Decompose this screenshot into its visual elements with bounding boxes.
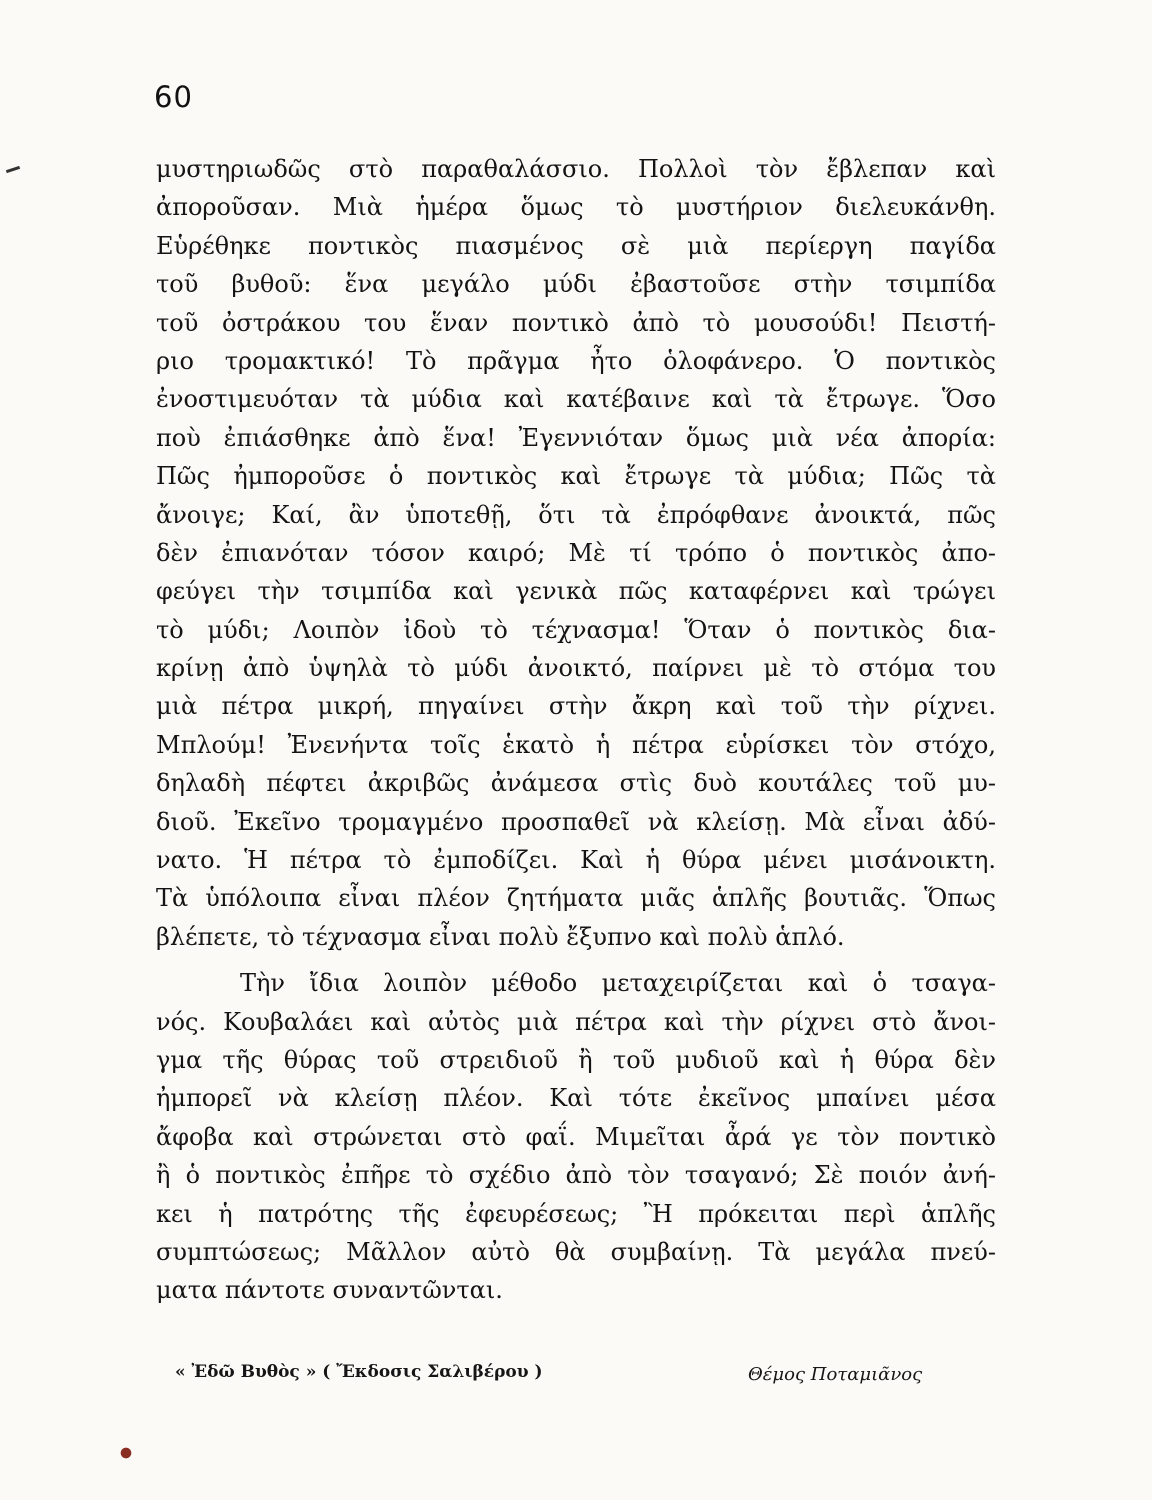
text-line: βλέπετε, τὸ τέχνασμα εἶναι πολὺ ἔξυπνο καὶ πολὺ ἁπλό. — [156, 922, 845, 951]
text-line: Τὰ ὑπόλοιπα εἶναι πλέον ζητήματα μιᾶς ἁπλῆς βουτιᾶς. Ὅπως — [156, 884, 996, 913]
paragraph-gap — [156, 956, 996, 964]
text-line: τοῦ ὀστράκου του ἕναν ποντικὸ ἀπὸ τὸ μουσούδι! Πειστή- — [156, 308, 996, 337]
ink-stain-mark — [116, 1446, 136, 1460]
text-line: ἄφοβα καὶ στρώνεται στὸ φαΐ. Μιμεῖται ἆρά γε τὸν ποντικὸ — [156, 1122, 996, 1151]
text-line: ριο τρομακτικό! Τὸ πρᾶγμα ἦτο ὁλοφάνερο. Ὁ ποντικὸς — [156, 346, 996, 375]
text-line: νατο. Ἡ πέτρα τὸ ἐμποδίζει. Καὶ ἡ θύρα μένει μισάνοικτη. — [156, 846, 996, 875]
text-line: Εὑρέθηκε ποντικὸς πιασμένος σὲ μιὰ περίεργη παγίδα — [156, 231, 996, 260]
text-line: τοῦ βυθοῦ: ἕνα μεγάλο μύδι ἐβαστοῦσε στὴν τσιμπίδα — [156, 270, 996, 299]
body-text — [156, 150, 996, 1310]
text-line: ποὺ ἐπιάσθηκε ἀπὸ ἕνα! Ἐγεννιόταν ὅμως μιὰ νέα ἀπορία: — [156, 423, 996, 452]
text-line: κρίνῃ ἀπὸ ὑψηλὰ τὸ μύδι ἀνοικτό, παίρνει μὲ τὸ στόμα του — [156, 654, 996, 683]
text-line: ἀποροῦσαν. Μιὰ ἡμέρα ὅμως τὸ μυστήριον διελευκάνθη. — [156, 193, 996, 222]
text-line: Πῶς ἠμποροῦσε ὁ ποντικὸς καὶ ἔτρωγε τὰ μύδια; Πῶς τὰ — [156, 462, 996, 491]
text-line: συμπτώσεως; Μᾶλλον αὐτὸ θὰ συμβαίνῃ. Τὰ μεγάλα πνεύ- — [156, 1237, 996, 1266]
text-line: ἠμπορεῖ νὰ κλείσῃ πλέον. Καὶ τότε ἐκεῖνος μπαίνει μέσα — [156, 1084, 996, 1113]
margin-pencil-mark — [6, 166, 20, 173]
text-line: κει ἡ πατρότης τῆς ἐφευρέσεως; Ἢ πρόκειται περὶ ἁπλῆς — [156, 1199, 996, 1228]
source-citation: « Ἐδῶ Βυθὸς » ( Ἔκδοσις Σαλιβέρου ) — [175, 1362, 543, 1382]
text-line: νός. Κουβαλάει καὶ αὐτὸς μιὰ πέτρα καὶ τὴν ρίχνει στὸ ἄνοι- — [156, 1007, 996, 1036]
text-line: Μπλούμ! Ἐνενήντα τοῖς ἑκατὸ ἡ πέτρα εὑρίσκει τὸν στόχο, — [156, 730, 996, 759]
text-line: ματα πάντοτε συναντῶνται. — [156, 1276, 503, 1305]
text-line: διοῦ. Ἐκεῖνο τρομαγμένο προσπαθεῖ νὰ κλείσῃ. Μὰ εἶναι ἀδύ- — [156, 807, 996, 836]
text-line: μυστηριωδῶς στὸ παραθαλάσσιο. Πολλοὶ τὸν ἔβλεπαν καὶ — [156, 155, 996, 183]
text-line: ἄνοιγε; Καί, ἂν ὑποτεθῇ, ὅτι τὰ ἐπρόφθανε ἀνοικτά, πῶς — [156, 500, 996, 529]
text-line: Τὴν ἴδια λοιπὸν μέθοδο μεταχειρίζεται καὶ ὁ τσαγα- — [240, 969, 996, 998]
text-line: μιὰ πέτρα μικρή, πηγαίνει στὴν ἄκρη καὶ τοῦ τὴν ρίχνει. — [156, 692, 996, 721]
author-name: Θέμος Ποταμιᾶνος — [748, 1364, 923, 1385]
text-line: γμα τῆς θύρας τοῦ στρειδιοῦ ἢ τοῦ μυδιοῦ καὶ ἡ θύρα δὲν — [156, 1045, 996, 1074]
text-line: δηλαδὴ πέφτει ἀκριβῶς ἀνάμεσα στὶς δυὸ κουτάλες τοῦ μυ- — [156, 769, 996, 798]
text-line: δὲν ἐπιανόταν τόσον καιρό; Μὲ τί τρόπο ὁ ποντικὸς ἀπο- — [156, 538, 996, 567]
text-line: ἢ ὁ ποντικὸς ἐπῆρε τὸ σχέδιο ἀπὸ τὸν τσαγανό; Σὲ ποιόν ἀνή- — [156, 1161, 996, 1190]
text-line: τὸ μύδι; Λοιπὸν ἰδοὺ τὸ τέχνασμα! Ὅταν ὁ ποντικὸς δια- — [156, 615, 996, 644]
text-line: ἐνοστιμευόταν τὰ μύδια καὶ κατέβαινε καὶ τὰ ἔτρωγε. Ὅσο — [156, 385, 996, 414]
text-line: φεύγει τὴν τσιμπίδα καὶ γενικὰ πῶς καταφέρνει καὶ τρώγει — [156, 577, 996, 606]
page-number: 60 — [154, 80, 193, 114]
